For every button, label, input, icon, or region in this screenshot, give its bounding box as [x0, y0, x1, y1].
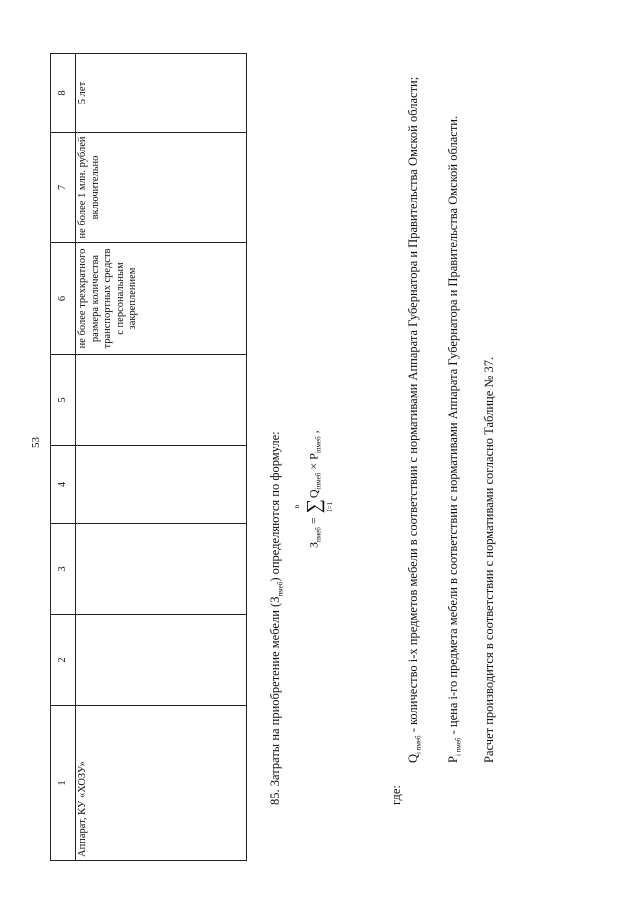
calculation-note: Расчет производится в соответствии с нормативами согласно Таблице № 37.: [482, 356, 496, 763]
price-definition: [446, 63, 463, 805]
table-cell: не более трехкратного размера количества транспортных средств с персональным закреплением: [76, 243, 247, 355]
table-cell: [76, 355, 247, 446]
header-cell: 6: [51, 243, 76, 355]
sum-sign: ∑ n i=1: [293, 499, 335, 514]
table-cell: 5 лет: [76, 54, 247, 133]
where-label: где:: [389, 785, 403, 805]
table-cell: [76, 524, 247, 615]
formula-equals: =: [306, 514, 321, 528]
header-cell: 8: [51, 54, 76, 133]
table-cell: не более 1 млн. рублей включительно: [76, 133, 247, 243]
price-symbol: P: [446, 756, 460, 763]
table-cell: [76, 446, 247, 524]
header-cell: 3: [51, 524, 76, 615]
price-definition-text: - цена i-го предмета мебели в соответствии с нормативами Аппарата Губернатора и Правительства Омской области.: [446, 115, 460, 738]
table-header-row: [51, 54, 76, 861]
header-cell: 7: [51, 133, 76, 243]
page-number: 53: [30, 437, 42, 448]
paragraph-85-subscript: пмеб: [276, 581, 285, 597]
formula-times: ×: [306, 459, 321, 473]
formula-quantity: Q: [306, 489, 321, 499]
sum-lower-limit: i=1: [326, 501, 335, 512]
formula-price-subscript: iпмеб: [314, 436, 323, 454]
table-cell: [76, 615, 247, 706]
formula-end: ,: [306, 430, 321, 437]
quantity-symbol-subscript: i пмеб: [414, 735, 423, 754]
quantity-symbol: Q: [406, 753, 420, 763]
quantity-definition: [406, 63, 423, 805]
header-cell: 1: [51, 706, 76, 861]
sum-upper-limit: n: [293, 504, 301, 509]
price-symbol-subscript: i пмеб: [454, 737, 463, 757]
rotated-page-content: [50, 51, 640, 861]
paragraph-85: [268, 245, 285, 805]
header-cell: 2: [51, 615, 76, 706]
paragraph-85-text: 85. Затраты на приобретение мебели (З: [268, 596, 282, 805]
formula-price: P: [306, 453, 321, 460]
norms-table: [50, 53, 247, 861]
formula-lhs: З: [306, 541, 321, 548]
paragraph-85-text-end: ) определяются по формуле:: [268, 431, 282, 582]
quantity-definition-text: - количество i-х предметов мебели в соответствии с нормативами Аппарата Губернатора и Правительства Омской области;: [406, 76, 420, 736]
formula-quantity-subscript: iпмеб: [314, 472, 323, 490]
table-row: [76, 54, 247, 861]
header-cell: 5: [51, 355, 76, 446]
formula-lhs-subscript: пмеб: [314, 527, 323, 542]
table-cell: Аппарат, КУ «ХОЗУ»: [76, 706, 247, 861]
furniture-cost-formula: [293, 308, 335, 548]
header-cell: 4: [51, 446, 76, 524]
